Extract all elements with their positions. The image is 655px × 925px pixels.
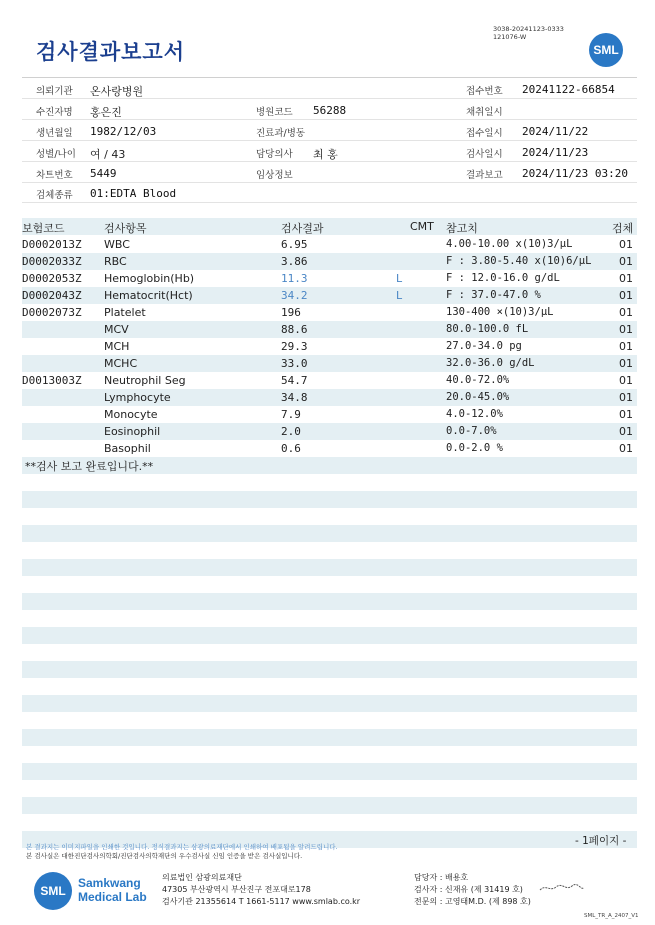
row-spec: 01	[619, 340, 633, 353]
row-spec: 01	[619, 408, 633, 421]
row-name: Hemoglobin(Hb)	[104, 272, 195, 285]
doctor-value: 최 홍	[313, 148, 338, 161]
patient-name-label: 수진자명	[36, 107, 73, 118]
institution-value: 온사랑병원	[90, 85, 144, 98]
table-row	[22, 423, 637, 440]
row-code: D0002073Z	[22, 306, 82, 319]
row-flag: L	[396, 289, 403, 302]
table-row	[22, 270, 637, 287]
empty-row	[22, 661, 637, 678]
accreditation-note: 본 검사실은 대한진단검사의학회/진단검사의학재단의 우수검사실 신임 인증을 받은 검사실입니다.	[26, 852, 303, 860]
row-ref: 4.0-12.0%	[446, 408, 503, 420]
info-row-dob	[22, 121, 637, 141]
row-code: D0002053Z	[22, 272, 82, 285]
row-name: MCHC	[104, 357, 138, 370]
info-row-institution	[22, 79, 637, 99]
row-ref: 130-400 ×(10)3/μL	[446, 306, 554, 318]
row-ref: 27.0-34.0 pg	[446, 340, 522, 352]
brand-line-2: Medical Lab	[78, 890, 147, 904]
footer-address: 47305 부산광역시 부산진구 전포대로178	[162, 885, 311, 894]
row-result: 2.0	[281, 425, 301, 438]
signature-icon	[538, 882, 586, 894]
header-item: 검사항목	[104, 222, 147, 235]
row-name: Hematocrit(Hct)	[104, 289, 193, 302]
results-header	[22, 218, 637, 235]
row-result: 11.3	[281, 272, 308, 285]
dept-label: 진료과/병동	[256, 128, 306, 139]
sml-logo: SML	[589, 33, 623, 67]
row-result: 196	[281, 306, 301, 319]
info-row-specimen	[22, 183, 637, 203]
row-result: 3.86	[281, 255, 308, 268]
empty-row	[22, 627, 637, 644]
test-date-value: 2024/11/23	[522, 146, 589, 159]
row-spec: 01	[619, 272, 633, 285]
table-row	[22, 253, 637, 270]
row-result: 0.6	[281, 442, 301, 455]
specimen-value: 01:EDTA Blood	[90, 187, 177, 200]
report-date-label: 결과보고	[466, 170, 503, 181]
row-result: 34.8	[281, 391, 308, 404]
empty-row	[22, 797, 637, 814]
report-complete-text: **검사 보고 완료입니다.**	[25, 460, 154, 473]
row-code: D0002043Z	[22, 289, 82, 302]
clinical-info-label: 임상정보	[256, 170, 293, 181]
hospital-code-value: 56288	[313, 104, 347, 117]
row-code: D0013003Z	[22, 374, 82, 387]
row-result: 34.2	[281, 289, 308, 302]
institution-label: 의뢰기관	[36, 86, 73, 97]
row-spec: 01	[619, 238, 633, 251]
footer-sml-logo: SML	[34, 872, 72, 910]
row-name: RBC	[104, 255, 127, 268]
header-spec: 검체	[612, 222, 634, 235]
row-result: 33.0	[281, 357, 308, 370]
header-cmt: CMT	[410, 220, 434, 233]
row-ref: 4.00-10.00 x(10)3/μL	[446, 238, 573, 250]
empty-row	[22, 525, 637, 542]
report-date-value: 2024/11/23 03:20	[522, 167, 628, 180]
row-name: Neutrophil Seg	[104, 374, 186, 387]
header-ref: 참고치	[446, 222, 478, 235]
receipt-date-label: 접수일시	[466, 128, 503, 139]
info-row-sex-age	[22, 142, 637, 162]
row-ref: 0.0-2.0 %	[446, 442, 503, 454]
specialist-line: 전문의 : 고영태M.D. (제 898 호)	[414, 897, 531, 906]
row-spec: 01	[619, 391, 633, 404]
disclaimer-note: 본 결과지는 이미지파일을 인쇄한 것입니다. 정식결과지는 삼광의료재단에서 인쇄하여 배포됨을 알려드립니다.	[26, 843, 338, 851]
row-spec: 01	[619, 425, 633, 438]
test-date-label: 검사일시	[466, 149, 503, 160]
page-number: - 1페이지 -	[575, 835, 627, 847]
row-result: 88.6	[281, 323, 308, 336]
table-row	[22, 287, 637, 304]
footer-org: 의료법인 삼광의료재단	[162, 873, 242, 882]
footer-brand	[78, 876, 147, 904]
specimen-label: 검체종류	[36, 190, 73, 201]
row-name: Platelet	[104, 306, 146, 319]
empty-row	[22, 763, 637, 780]
row-name: WBC	[104, 238, 130, 251]
row-name: Eosinophil	[104, 425, 161, 438]
row-spec: 01	[619, 289, 633, 302]
staff-line: 담당자 : 배용호	[414, 873, 469, 882]
row-result: 7.9	[281, 408, 301, 421]
report-id-line-1: 3038-20241123-0333	[493, 25, 564, 33]
report-title: 검사결과보고서	[36, 40, 186, 64]
info-top-divider	[22, 77, 637, 78]
patient-name-value: 홍은진	[90, 106, 122, 119]
receipt-no-value: 20241122-66854	[522, 83, 615, 96]
table-row	[22, 338, 637, 355]
header-code: 보험코드	[22, 222, 65, 235]
row-spec: 01	[619, 374, 633, 387]
row-name: MCV	[104, 323, 129, 336]
row-name: MCH	[104, 340, 130, 353]
row-ref: F : 12.0-16.0 g/dL	[446, 272, 560, 284]
row-ref: 32.0-36.0 g/dL	[446, 357, 535, 369]
empty-row	[22, 491, 637, 508]
footer-address-block	[162, 872, 360, 908]
info-row-patient	[22, 100, 637, 120]
info-row-chart	[22, 163, 637, 183]
row-ref: 40.0-72.0%	[446, 374, 510, 386]
sex-age-label: 성별/나이	[36, 149, 76, 160]
hospital-code-label: 병원코드	[256, 107, 293, 118]
dob-value: 1982/12/03	[90, 125, 157, 138]
table-row	[22, 389, 637, 406]
footer-contact: 검사기관 21355614 T 1661-5117 www.smlab.co.kr	[162, 897, 361, 906]
table-row	[22, 236, 637, 253]
empty-row	[22, 559, 637, 576]
table-row	[22, 304, 637, 321]
tech-line: 검사자 : 신재유 (제 31419 호)	[414, 885, 523, 894]
footer-signers	[414, 872, 531, 908]
row-ref: F : 3.80-5.40 x(10)6/μL	[446, 255, 592, 267]
dob-label: 생년월일	[36, 128, 73, 139]
table-row	[22, 372, 637, 389]
row-code: D0002013Z	[22, 238, 82, 251]
row-code: D0002033Z	[22, 255, 82, 268]
row-spec: 01	[619, 323, 633, 336]
row-ref: 80.0-100.0 fL	[446, 323, 529, 335]
empty-row	[22, 593, 637, 610]
row-spec: 01	[619, 255, 633, 268]
row-ref: 0.0-7.0%	[446, 425, 497, 437]
receipt-date-value: 2024/11/22	[522, 125, 589, 138]
row-name: Lymphocyte	[104, 391, 171, 404]
table-row	[22, 440, 637, 457]
table-row	[22, 355, 637, 372]
row-ref: 20.0-45.0%	[446, 391, 510, 403]
row-spec: 01	[619, 306, 633, 319]
table-row	[22, 321, 637, 338]
brand-line-1: Samkwang	[78, 876, 141, 890]
chart-no-value: 5449	[90, 167, 117, 180]
sex-age-value: 여 / 43	[90, 148, 126, 161]
chart-no-label: 차트번호	[36, 170, 73, 181]
empty-row	[22, 695, 637, 712]
form-code: SML_TR_A_2407_V1	[584, 913, 639, 919]
doctor-label: 담당의사	[256, 149, 293, 160]
row-ref: F : 37.0-47.0 %	[446, 289, 541, 301]
row-result: 6.95	[281, 238, 308, 251]
row-spec: 01	[619, 442, 633, 455]
header-result: 검사결과	[281, 222, 324, 235]
row-result: 29.3	[281, 340, 308, 353]
collect-date-label: 채취일시	[466, 107, 503, 118]
report-id-line-2: 121076-W	[493, 33, 527, 41]
row-name: Monocyte	[104, 408, 158, 421]
report-id	[493, 25, 564, 41]
row-flag: L	[396, 272, 403, 285]
table-row	[22, 406, 637, 423]
empty-row	[22, 729, 637, 746]
row-result: 54.7	[281, 374, 308, 387]
receipt-no-label: 접수번호	[466, 86, 503, 97]
row-name: Basophil	[104, 442, 151, 455]
row-spec: 01	[619, 357, 633, 370]
